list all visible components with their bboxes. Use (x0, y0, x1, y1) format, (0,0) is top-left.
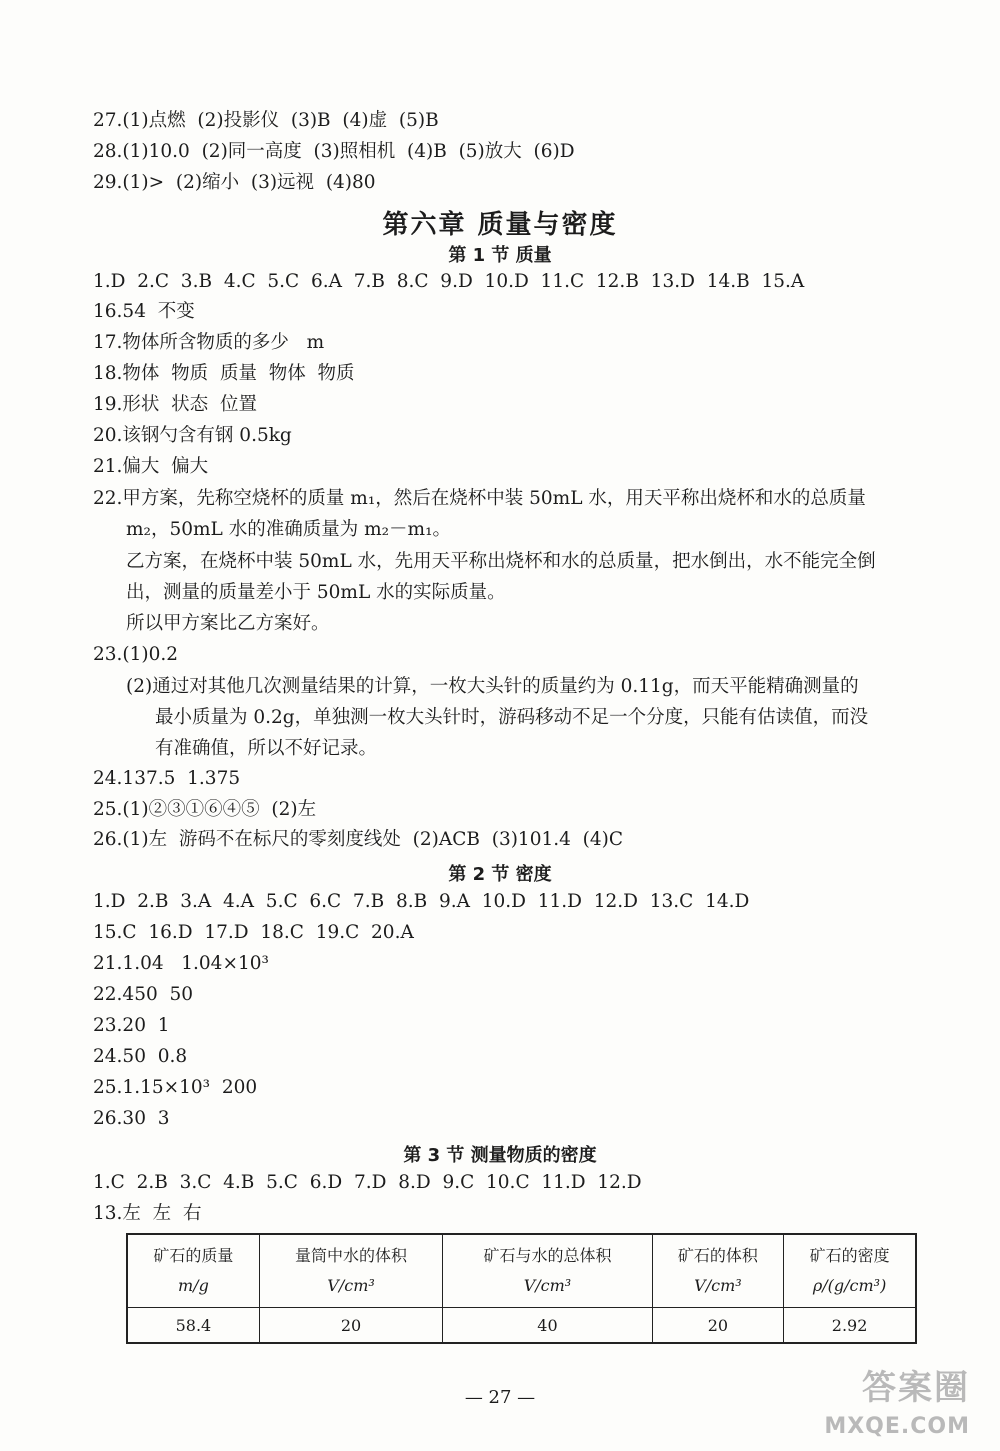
s1-line: 乙方案，在烧杯中装 50mL 水，先用天平称出烧杯和水的总质量，把水倒出，水不能完全倒 (126, 551, 876, 572)
table-cell: 20 (652, 1308, 784, 1344)
table-header-cell: 量筒中水的体积 V/cm³ (259, 1234, 442, 1308)
s1-line: 所以甲方案比乙方案好。 (126, 613, 330, 634)
s1-line: m₂，50mL 水的准确质量为 m₂－m₁。 (126, 519, 452, 540)
density-table (126, 1233, 917, 1344)
s3-line: 13.左 左 右 (93, 1203, 202, 1224)
s1-line: 1.D 2.C 3.B 4.C 5.C 6.A 7.B 8.C 9.D 10.D 11.C 12.B 13.D 14.B 15.A (93, 271, 805, 292)
answer-line-28: 28.(1)10.0 (2)同一高度 (3)照相机 (4)B (5)放大 (6)D (93, 141, 575, 162)
section-3-title: 第 3 节 测量物质的密度 (403, 1145, 597, 1166)
s1-line: 24.137.5 1.375 (93, 768, 241, 789)
s1-line: 出，测量的质量差小于 50mL 水的实际质量。 (126, 582, 506, 603)
page-number: — 27 — (464, 1387, 536, 1408)
s3-line: 1.C 2.B 3.C 4.B 5.C 6.D 7.D 8.D 9.C 10.C 11.D 12.D (93, 1172, 642, 1193)
s1-line: 26.(1)左 游码不在标尺的零刻度线处 (2)ACB (3)101.4 (4)C (93, 829, 624, 850)
table-cell: 2.92 (784, 1308, 916, 1344)
table-header-cell: 矿石与水的总体积 V/cm³ (443, 1234, 652, 1308)
watermark-logo: 答案圈 (862, 1368, 970, 1408)
s1-line: 21.偏大 偏大 (93, 456, 209, 477)
s1-line: 20.该钢勺含有钢 0.5kg (93, 425, 292, 446)
table-header-row (127, 1234, 916, 1308)
section-2-title: 第 2 节 密度 (448, 864, 552, 885)
s1-line: (2)通过对其他几次测量结果的计算，一枚大头针的质量约为 0.11g，而天平能精确测量的 (126, 676, 859, 697)
s2-line: 23.20 1 (93, 1015, 170, 1036)
answer-line-29: 29.(1)> (2)缩小 (3)远视 (4)80 (93, 172, 376, 193)
s2-line: 25.1.15×10³ 200 (93, 1077, 258, 1098)
s1-line: 25.(1)②③①⑥④⑤ (2)左 (93, 799, 317, 820)
chapter-title: 第六章 质量与密度 (382, 210, 618, 240)
s1-line: 19.形状 状态 位置 (93, 394, 257, 415)
s1-line: 18.物体 物质 质量 物体 物质 (93, 363, 355, 384)
s1-line: 23.(1)0.2 (93, 644, 179, 665)
table-cell: 58.4 (127, 1308, 259, 1344)
s1-line: 22.甲方案，先称空烧杯的质量 m₁，然后在烧杯中装 50mL 水，用天平称出烧杯和水的总质量 (93, 488, 866, 509)
table-cell: 40 (443, 1308, 652, 1344)
s2-line: 22.450 50 (93, 984, 194, 1005)
table-header-cell: 矿石的质量 m/g (127, 1234, 259, 1308)
s1-line: 有准确值，所以不好记录。 (155, 738, 378, 759)
watermark-url: MXQE.COM (824, 1414, 970, 1439)
table-header-cell: 矿石的密度 ρ/(g/cm³) (784, 1234, 916, 1308)
table-cell: 20 (259, 1308, 442, 1344)
s2-line: 1.D 2.B 3.A 4.A 5.C 6.C 7.B 8.B 9.A 10.D 11.D 12.D 13.C 14.D (93, 891, 750, 912)
answer-line-27: 27.(1)点燃 (2)投影仪 (3)B (4)虚 (5)B (93, 110, 439, 131)
table-row (127, 1308, 916, 1344)
section-1-title: 第 1 节 质量 (448, 245, 552, 266)
s2-line: 21.1.04 1.04×10³ (93, 953, 269, 974)
s2-line: 24.50 0.8 (93, 1046, 188, 1067)
table-header-cell: 矿石的体积 V/cm³ (652, 1234, 784, 1308)
s2-line: 15.C 16.D 17.D 18.C 19.C 20.A (93, 922, 414, 943)
s1-line: 最小质量为 0.2g，单独测一枚大头针时，游码移动不足一个分度，只能有估读值，而没 (155, 707, 869, 728)
s2-line: 26.30 3 (93, 1108, 170, 1129)
s1-line: 16.54 不变 (93, 301, 195, 322)
s1-line: 17.物体所含物质的多少 m (93, 332, 325, 353)
